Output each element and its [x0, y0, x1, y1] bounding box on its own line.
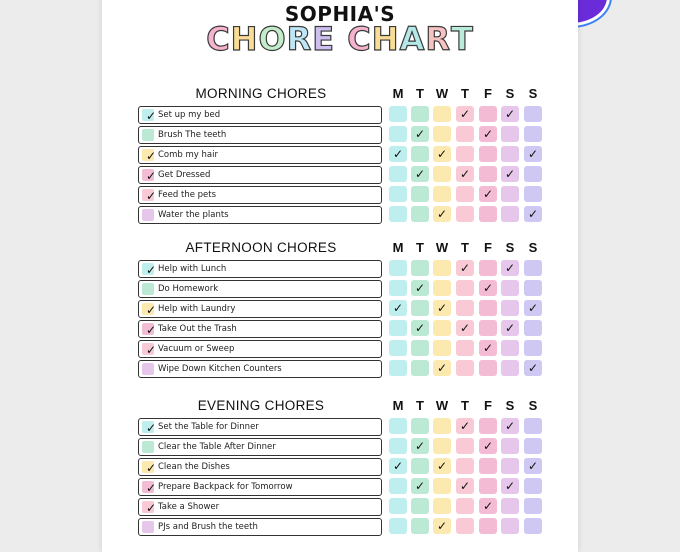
day-checkbox[interactable] [501, 518, 519, 534]
check-icon: ✓ [392, 147, 404, 161]
day-checkbox[interactable] [389, 320, 407, 336]
check-icon: ✓ [527, 147, 539, 161]
chore-label: Brush The teeth [158, 130, 227, 140]
task-checkbox[interactable] [142, 343, 157, 357]
title-letter: R [286, 20, 313, 58]
task-checkbox[interactable] [142, 501, 157, 515]
check-icon: ✓ [459, 321, 471, 335]
day-checkbox[interactable] [524, 166, 542, 182]
chore-label: PJs and Brush the teeth [158, 522, 258, 532]
day-checkbox[interactable] [433, 206, 451, 222]
chore-task [138, 206, 382, 224]
day-checkbox[interactable] [456, 146, 474, 162]
check-icon: ✓ [504, 479, 516, 493]
day-checkbox[interactable] [456, 438, 474, 454]
title-letter: R [425, 20, 451, 58]
day-checkbox[interactable] [524, 418, 542, 434]
day-header: W [435, 398, 449, 413]
check-icon: ✓ [482, 341, 494, 355]
day-checkbox[interactable] [433, 340, 451, 356]
child-name: SOPHIA'S [284, 2, 396, 26]
day-header: M [392, 398, 404, 413]
day-checkbox[interactable] [411, 280, 429, 296]
section-title: EVENING CHORES [197, 398, 325, 413]
day-checkbox[interactable] [479, 418, 497, 434]
chore-row [138, 146, 548, 166]
task-checkbox[interactable] [142, 129, 154, 141]
check-icon: ✓ [482, 281, 494, 295]
day-checkbox[interactable] [389, 498, 407, 514]
day-checkbox[interactable] [433, 106, 451, 122]
day-checkbox[interactable] [389, 438, 407, 454]
chore-row [138, 498, 548, 518]
chore-row [138, 166, 548, 186]
chore-task [138, 498, 382, 516]
day-header: T [461, 86, 469, 101]
title-letter: T [450, 20, 474, 58]
check-icon: ✓ [414, 439, 426, 453]
check-icon: ✓ [145, 323, 157, 337]
chore-row [138, 106, 548, 126]
check-icon: ✓ [436, 361, 448, 375]
day-checkbox[interactable] [411, 106, 429, 122]
chore-label: Set up my bed [158, 110, 221, 120]
chore-chart-page [102, 0, 578, 552]
day-header: S [528, 240, 538, 255]
day-checkbox[interactable] [501, 206, 519, 222]
day-checkbox[interactable] [524, 106, 542, 122]
day-checkbox[interactable] [479, 458, 497, 474]
check-icon: ✓ [145, 303, 157, 317]
day-checkbox[interactable] [433, 360, 451, 376]
day-checkbox[interactable] [479, 146, 497, 162]
chore-task [138, 320, 382, 338]
title-letter: E [312, 20, 336, 58]
chore-label: Help with Lunch [158, 264, 227, 274]
day-header: M [392, 86, 404, 101]
day-checkbox[interactable] [479, 518, 497, 534]
chore-row [138, 418, 548, 438]
check-icon: ✓ [145, 149, 157, 163]
day-checkbox[interactable] [456, 106, 474, 122]
check-icon: ✓ [436, 459, 448, 473]
day-checkbox[interactable] [389, 206, 407, 222]
chore-label: Get Dressed [158, 170, 211, 180]
day-checkbox[interactable] [501, 320, 519, 336]
check-icon: ✓ [414, 281, 426, 295]
day-checkbox[interactable] [501, 418, 519, 434]
day-checkbox[interactable] [501, 280, 519, 296]
day-header: T [416, 240, 424, 255]
title-letter: H [371, 20, 400, 58]
title-letter: C [347, 20, 372, 58]
title-letter: A [399, 20, 426, 58]
day-checkbox[interactable] [479, 166, 497, 182]
day-checkbox[interactable] [411, 300, 429, 316]
chore-row [138, 478, 548, 498]
check-icon: ✓ [459, 167, 471, 181]
check-icon: ✓ [145, 189, 157, 203]
chore-label: Take a Shower [158, 502, 220, 512]
day-checkbox[interactable] [411, 146, 429, 162]
chore-row [138, 206, 548, 226]
day-checkbox[interactable] [501, 106, 519, 122]
day-checkbox[interactable] [524, 260, 542, 276]
day-checkbox[interactable] [479, 260, 497, 276]
check-icon: ✓ [459, 261, 471, 275]
day-checkbox[interactable] [524, 458, 542, 474]
day-checkbox[interactable] [456, 260, 474, 276]
check-icon: ✓ [527, 361, 539, 375]
day-checkbox[interactable] [389, 146, 407, 162]
day-checkbox[interactable] [433, 126, 451, 142]
day-checkbox[interactable] [479, 498, 497, 514]
check-icon: ✓ [414, 127, 426, 141]
chore-row [138, 458, 548, 478]
day-checkbox[interactable] [433, 320, 451, 336]
chore-label: Clean the Dishes [158, 462, 230, 472]
day-header: W [435, 240, 449, 255]
chore-label: Set the Table for Dinner [158, 422, 259, 432]
day-checkbox[interactable] [411, 438, 429, 454]
day-checkbox[interactable] [411, 126, 429, 142]
day-checkbox[interactable] [411, 206, 429, 222]
chore-task [138, 146, 382, 164]
task-checkbox[interactable] [142, 303, 157, 317]
day-checkbox[interactable] [524, 360, 542, 376]
day-checkbox[interactable] [524, 146, 542, 162]
day-checkbox[interactable] [411, 166, 429, 182]
day-checkbox[interactable] [479, 106, 497, 122]
day-checkbox[interactable] [524, 438, 542, 454]
day-checkbox[interactable] [524, 478, 542, 494]
day-checkbox[interactable] [479, 126, 497, 142]
chore-task [138, 458, 382, 476]
check-icon: ✓ [145, 421, 157, 435]
chore-label: Water the plants [158, 210, 229, 220]
check-icon: ✓ [436, 147, 448, 161]
day-checkbox[interactable] [456, 518, 474, 534]
day-checkbox[interactable] [389, 280, 407, 296]
day-checkbox[interactable] [411, 320, 429, 336]
day-checkbox[interactable] [524, 518, 542, 534]
day-checkbox[interactable] [456, 186, 474, 202]
chore-task [138, 300, 382, 318]
day-checkbox[interactable] [524, 340, 542, 356]
day-checkbox[interactable] [389, 478, 407, 494]
check-icon: ✓ [414, 479, 426, 493]
task-checkbox[interactable] [142, 149, 157, 163]
title-letter: O [258, 20, 287, 58]
day-checkbox[interactable] [411, 186, 429, 202]
day-checkbox[interactable] [411, 498, 429, 514]
chore-task [138, 438, 382, 456]
task-checkbox[interactable] [142, 481, 157, 495]
day-checkbox[interactable] [479, 438, 497, 454]
chore-task [138, 166, 382, 184]
day-checkbox[interactable] [433, 458, 451, 474]
title-letter [335, 20, 347, 58]
day-checkbox[interactable] [501, 478, 519, 494]
check-icon: ✓ [482, 187, 494, 201]
day-checkbox[interactable] [456, 498, 474, 514]
chore-label: Wipe Down Kitchen Counters [158, 364, 282, 374]
check-icon: ✓ [527, 207, 539, 221]
check-icon: ✓ [482, 499, 494, 513]
check-icon: ✓ [482, 439, 494, 453]
chore-label: Help with Laundry [158, 304, 236, 314]
check-icon: ✓ [459, 107, 471, 121]
day-header: F [484, 86, 492, 101]
day-checkbox[interactable] [389, 300, 407, 316]
section-title: MORNING CHORES [195, 86, 327, 101]
day-checkbox[interactable] [501, 458, 519, 474]
check-icon: ✓ [504, 419, 516, 433]
day-checkbox[interactable] [433, 518, 451, 534]
check-icon: ✓ [392, 459, 404, 473]
day-checkbox[interactable] [389, 418, 407, 434]
day-checkbox[interactable] [524, 280, 542, 296]
day-checkbox[interactable] [524, 186, 542, 202]
day-checkbox[interactable] [479, 186, 497, 202]
day-header: S [528, 86, 538, 101]
chore-task [138, 518, 382, 536]
check-icon: ✓ [145, 501, 157, 515]
chore-row [138, 126, 548, 146]
chore-row [138, 438, 548, 458]
check-icon: ✓ [527, 459, 539, 473]
chart-title [102, 20, 578, 58]
day-checkbox[interactable] [501, 300, 519, 316]
day-checkbox[interactable] [501, 166, 519, 182]
day-checkbox[interactable] [524, 498, 542, 514]
check-icon: ✓ [459, 479, 471, 493]
day-checkbox[interactable] [501, 340, 519, 356]
check-icon: ✓ [145, 109, 157, 123]
day-checkbox[interactable] [501, 438, 519, 454]
task-checkbox[interactable] [142, 189, 157, 203]
day-checkbox[interactable] [411, 418, 429, 434]
day-checkbox[interactable] [501, 498, 519, 514]
day-checkbox[interactable] [433, 186, 451, 202]
day-checkbox[interactable] [456, 340, 474, 356]
day-checkbox[interactable] [456, 206, 474, 222]
day-header: F [484, 240, 492, 255]
chore-label: Do Homework [158, 284, 219, 294]
day-header: T [416, 398, 424, 413]
chore-label: Prepare Backpack for Tomorrow [158, 482, 293, 492]
check-icon: ✓ [504, 321, 516, 335]
chore-label: Take Out the Trash [158, 324, 237, 334]
day-checkbox[interactable] [433, 166, 451, 182]
day-checkbox[interactable] [479, 320, 497, 336]
day-checkbox[interactable] [456, 360, 474, 376]
day-checkbox[interactable] [389, 126, 407, 142]
check-icon: ✓ [504, 261, 516, 275]
day-checkbox[interactable] [524, 320, 542, 336]
day-checkbox[interactable] [501, 146, 519, 162]
task-checkbox[interactable] [142, 461, 157, 475]
check-icon: ✓ [145, 481, 157, 495]
day-checkbox[interactable] [456, 126, 474, 142]
day-checkbox[interactable] [524, 126, 542, 142]
task-checkbox[interactable] [142, 323, 157, 337]
chore-task [138, 280, 382, 298]
day-checkbox[interactable] [433, 498, 451, 514]
check-icon: ✓ [504, 107, 516, 121]
chore-task [138, 106, 382, 124]
check-icon: ✓ [527, 301, 539, 315]
chore-task [138, 478, 382, 496]
day-header: F [484, 398, 492, 413]
task-checkbox[interactable] [142, 521, 154, 533]
day-checkbox[interactable] [411, 458, 429, 474]
day-header: S [505, 398, 515, 413]
title-letter: H [230, 20, 259, 58]
task-checkbox[interactable] [142, 109, 157, 123]
title-letter: C [206, 20, 231, 58]
chore-row [138, 360, 548, 380]
day-header: S [505, 86, 515, 101]
day-checkbox[interactable] [433, 438, 451, 454]
chore-row [138, 280, 548, 300]
chore-label: Vacuum or Sweep [158, 344, 235, 354]
day-checkbox[interactable] [389, 340, 407, 356]
chore-row [138, 300, 548, 320]
check-icon: ✓ [414, 167, 426, 181]
chore-label: Comb my hair [158, 150, 218, 160]
day-checkbox[interactable] [433, 418, 451, 434]
day-checkbox[interactable] [433, 478, 451, 494]
day-checkbox[interactable] [479, 300, 497, 316]
day-checkbox[interactable] [479, 206, 497, 222]
day-checkbox[interactable] [479, 280, 497, 296]
day-checkbox[interactable] [524, 300, 542, 316]
day-header: T [461, 240, 469, 255]
day-checkbox[interactable] [411, 518, 429, 534]
day-checkbox[interactable] [411, 260, 429, 276]
task-checkbox[interactable] [142, 169, 157, 183]
day-checkbox[interactable] [501, 260, 519, 276]
day-checkbox[interactable] [456, 280, 474, 296]
chore-row [138, 340, 548, 360]
day-header: S [528, 398, 538, 413]
task-checkbox[interactable] [142, 363, 154, 375]
chore-row [138, 518, 548, 538]
check-icon: ✓ [504, 167, 516, 181]
day-checkbox[interactable] [433, 146, 451, 162]
day-checkbox[interactable] [389, 186, 407, 202]
day-header: W [435, 86, 449, 101]
day-header: S [505, 240, 515, 255]
day-checkbox[interactable] [501, 126, 519, 142]
day-checkbox[interactable] [389, 106, 407, 122]
check-icon: ✓ [145, 263, 157, 277]
task-checkbox[interactable] [142, 421, 157, 435]
day-checkbox[interactable] [456, 300, 474, 316]
chore-task [138, 260, 382, 278]
check-icon: ✓ [436, 301, 448, 315]
check-icon: ✓ [145, 343, 157, 357]
chore-row [138, 320, 548, 340]
chore-label: Feed the pets [158, 190, 217, 200]
day-checkbox[interactable] [411, 478, 429, 494]
day-checkbox[interactable] [433, 300, 451, 316]
task-checkbox[interactable] [142, 209, 154, 221]
chore-task [138, 126, 382, 144]
check-icon: ✓ [436, 519, 448, 533]
day-checkbox[interactable] [501, 360, 519, 376]
check-icon: ✓ [392, 301, 404, 315]
check-icon: ✓ [436, 207, 448, 221]
day-checkbox[interactable] [389, 260, 407, 276]
day-checkbox[interactable] [479, 478, 497, 494]
day-checkbox[interactable] [456, 418, 474, 434]
check-icon: ✓ [145, 461, 157, 475]
check-icon: ✓ [459, 419, 471, 433]
day-checkbox[interactable] [456, 458, 474, 474]
task-checkbox[interactable] [142, 283, 154, 295]
day-checkbox[interactable] [456, 166, 474, 182]
day-checkbox[interactable] [433, 280, 451, 296]
chore-task [138, 418, 382, 436]
chore-task [138, 186, 382, 204]
day-checkbox[interactable] [433, 260, 451, 276]
task-checkbox[interactable] [142, 263, 157, 277]
day-checkbox[interactable] [501, 186, 519, 202]
day-checkbox[interactable] [479, 360, 497, 376]
day-checkbox[interactable] [411, 340, 429, 356]
day-header: M [392, 240, 404, 255]
day-checkbox[interactable] [479, 340, 497, 356]
day-checkbox[interactable] [389, 518, 407, 534]
check-icon: ✓ [414, 321, 426, 335]
day-header: T [461, 398, 469, 413]
day-checkbox[interactable] [389, 360, 407, 376]
section-title: AFTERNOON CHORES [185, 240, 337, 255]
chore-task [138, 340, 382, 358]
chore-task [138, 360, 382, 378]
chore-row [138, 260, 548, 280]
check-icon: ✓ [482, 127, 494, 141]
day-checkbox[interactable] [456, 478, 474, 494]
day-header: T [416, 86, 424, 101]
chore-row [138, 186, 548, 206]
check-icon: ✓ [145, 169, 157, 183]
day-checkbox[interactable] [524, 206, 542, 222]
day-checkbox[interactable] [389, 458, 407, 474]
day-checkbox[interactable] [411, 360, 429, 376]
chore-label: Clear the Table After Dinner [158, 442, 276, 452]
task-checkbox[interactable] [142, 441, 154, 453]
day-checkbox[interactable] [456, 320, 474, 336]
day-checkbox[interactable] [389, 166, 407, 182]
